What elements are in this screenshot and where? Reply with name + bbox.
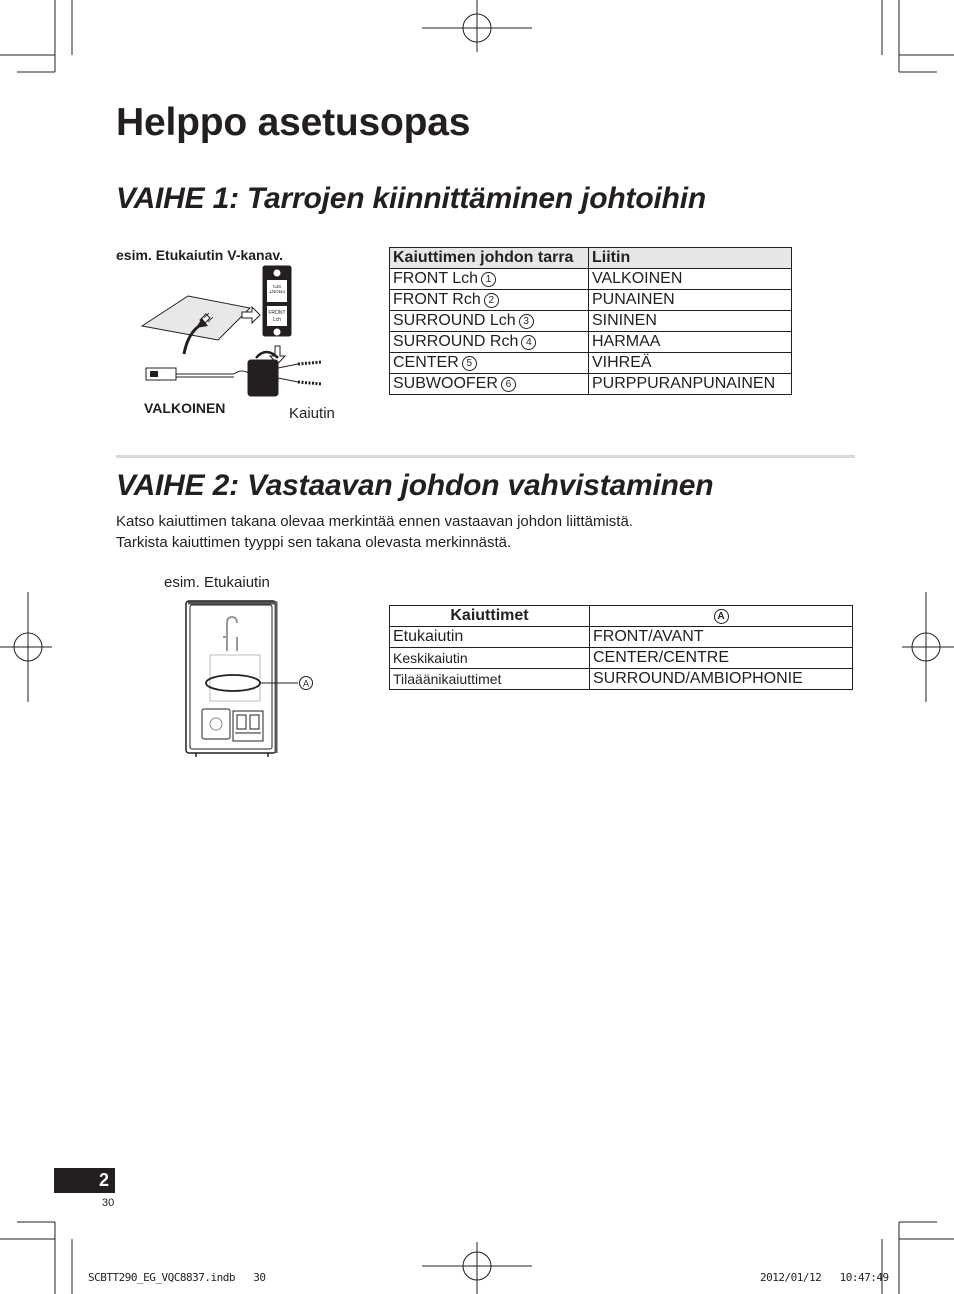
table-cell: FRONT/AVANT (590, 627, 853, 648)
table-header-row (390, 606, 853, 627)
table-cell (390, 269, 589, 290)
page-title: Helppo asetusopas (116, 101, 471, 144)
table-row (390, 269, 792, 290)
table-row (390, 290, 792, 311)
table-cell: HARMAA (589, 332, 792, 353)
step2-heading: VAIHE 2: Vastaavan johdon vahvistaminen (116, 469, 714, 502)
table-cell: VALKOINEN (589, 269, 792, 290)
speaker-back-illustration (180, 597, 330, 762)
row-label: CENTER (393, 354, 459, 371)
sticker-text-top: SP1 (272, 284, 282, 289)
page-number: 2 (98, 1170, 109, 1190)
sticker-text-lch: Lch (272, 317, 282, 323)
table-cell (390, 374, 589, 395)
table-cell: CENTER/CENTRE (590, 648, 853, 669)
row-label: SURROUND Rch (393, 333, 519, 350)
sticker-text-front: FRONT (268, 310, 286, 316)
table-cell (390, 353, 589, 374)
row-label: FRONT Rch (393, 291, 481, 308)
table-row (390, 332, 792, 353)
sticker-cable-illustration (138, 262, 338, 402)
step2-example-label: esim. Etukaiutin (164, 574, 270, 591)
table-cell: SURROUND/AMBIOPHONIE (590, 669, 853, 690)
step1-example-label: esim. Etukaiutin V-kanav. (116, 247, 284, 263)
sticker-connector-table (389, 247, 792, 395)
sub-page-number: 30 (102, 1197, 115, 1209)
table-header: Kaiuttimen johdon tarra (390, 248, 589, 269)
section-divider (116, 455, 855, 458)
circled-number: 4 (521, 335, 536, 350)
table-cell: PURPPURANPUNAINEN (589, 374, 792, 395)
circled-number: 6 (501, 377, 516, 392)
table-row (390, 648, 853, 669)
table-cell: Keskikaiutin (390, 648, 590, 669)
row-label: FRONT Lch (393, 270, 479, 287)
circled-number: 2 (484, 293, 499, 308)
step2-text-2: Tarkista kaiuttimen tyyppi sen takana olevasta merkinnästä. (116, 534, 512, 551)
table-header: Kaiuttimet (390, 606, 590, 627)
footer-timestamp: 2012/01/12 10:47:49 (760, 1271, 889, 1284)
table-cell (390, 311, 589, 332)
row-label: SUBWOOFER (393, 375, 498, 392)
table-cell: Tilaäänikaiuttimet (390, 669, 590, 690)
circled-number: 5 (462, 356, 477, 371)
table-cell (390, 290, 589, 311)
table-row (390, 353, 792, 374)
table-header: Liitin (589, 248, 792, 269)
table-header (590, 606, 853, 627)
table-row (390, 669, 853, 690)
table-row (390, 311, 792, 332)
table-cell: VIHREÄ (589, 353, 792, 374)
footer-file-info: SCBTT290_EG_VQC8837.indb 30 (88, 1271, 266, 1284)
step2-text-1: Katso kaiuttimen takana olevaa merkintää ennen vastaavan johdon liittämistä. (116, 513, 633, 530)
step1-heading: VAIHE 1: Tarrojen kiinnittäminen johtoihin (116, 182, 706, 215)
row-label: SURROUND Lch (393, 312, 516, 329)
sticker-sheet (142, 296, 250, 340)
table-header-row (390, 248, 792, 269)
cable-color-label: VALKOINEN (144, 400, 226, 416)
table-row (390, 374, 792, 395)
sticker-text-inverted: FRONT (269, 289, 285, 294)
circled-number: 1 (481, 272, 496, 287)
speaker-marking-table (389, 605, 853, 690)
table-cell: Etukaiutin (390, 627, 590, 648)
marking-highlight (206, 675, 260, 691)
table-cell (390, 332, 589, 353)
speaker-label: Kaiutin (289, 405, 335, 422)
page-number-box (54, 1168, 115, 1193)
table-cell: PUNAINEN (589, 290, 792, 311)
circled-number: 3 (519, 314, 534, 329)
marker-a-label: A (302, 678, 310, 689)
circled-letter: A (714, 609, 729, 624)
table-cell: SININEN (589, 311, 792, 332)
table-row (390, 627, 853, 648)
